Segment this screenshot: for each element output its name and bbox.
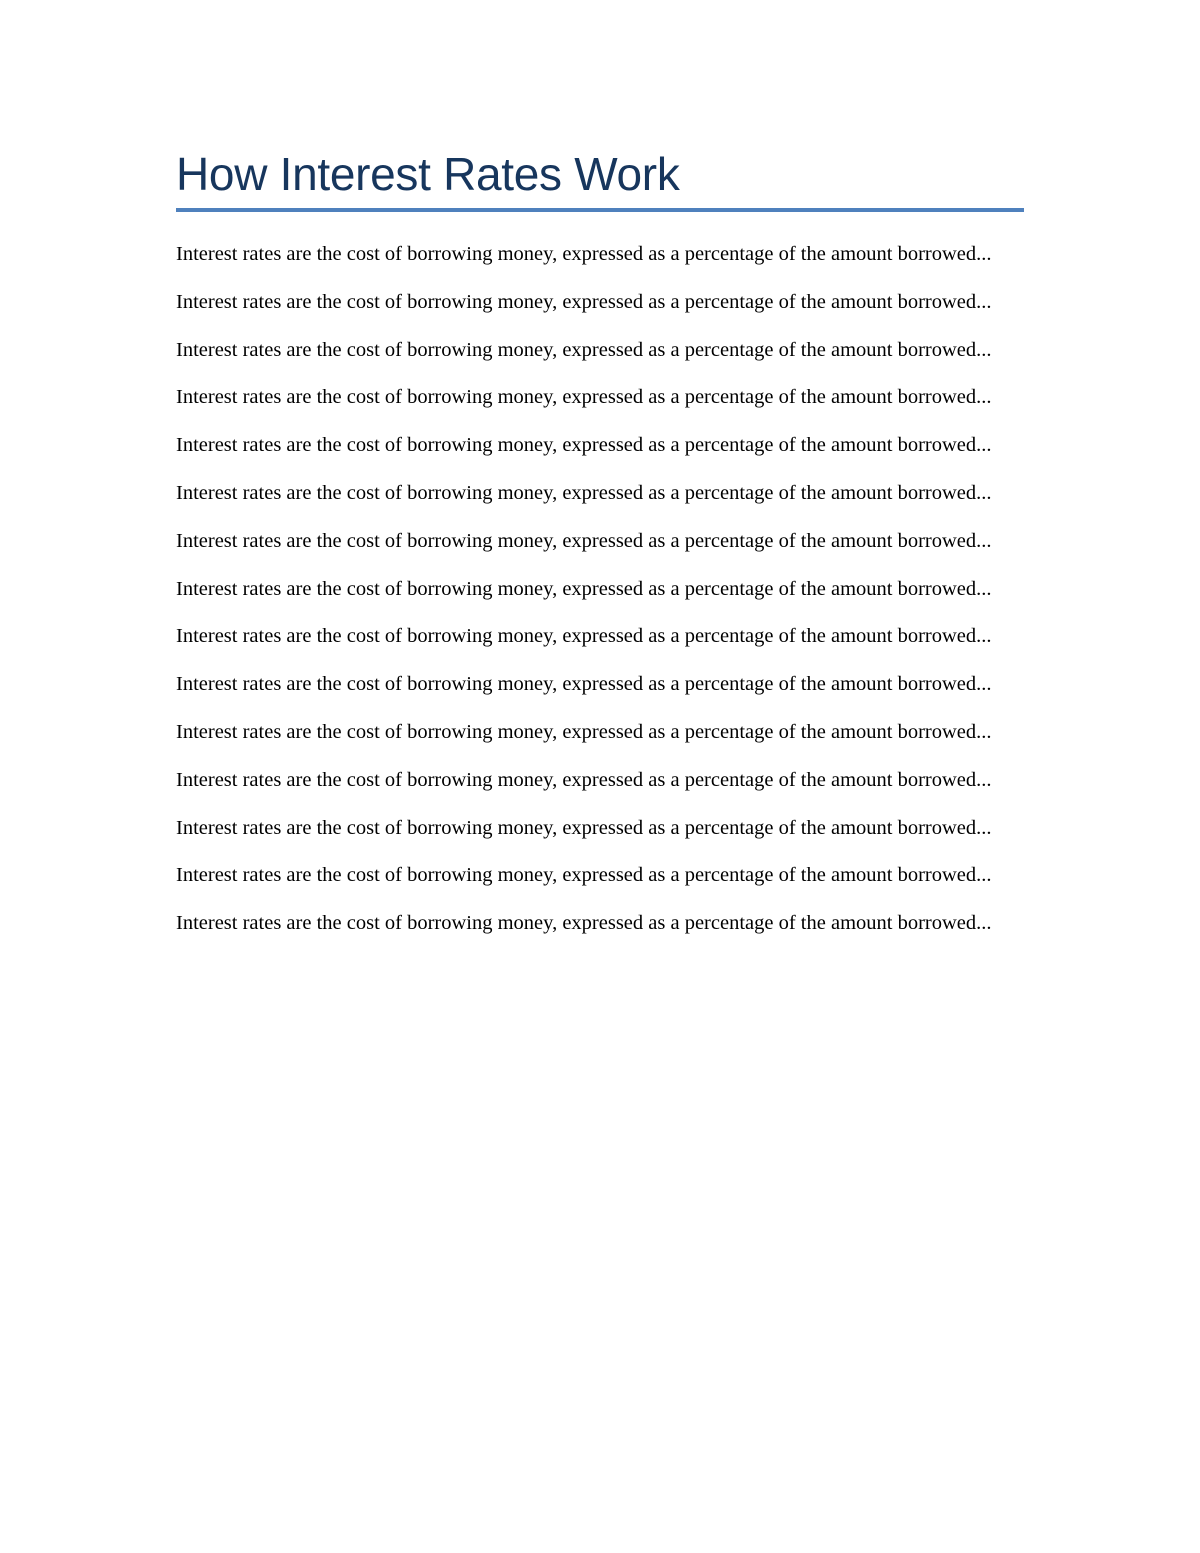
document-title: How Interest Rates Work: [176, 148, 680, 200]
body-paragraph: Interest rates are the cost of borrowing money, expressed as a percentage of the amount borrowed...: [176, 386, 992, 409]
body-paragraph: Interest rates are the cost of borrowing money, expressed as a percentage of the amount borrowed...: [176, 434, 992, 457]
document-page: [176, 148, 1024, 957]
body-paragraph: Interest rates are the cost of borrowing money, expressed as a percentage of the amount borrowed...: [176, 720, 992, 743]
title-underline-rule: [176, 208, 1024, 212]
body-paragraph: Interest rates are the cost of borrowing money, expressed as a percentage of the amount borrowed...: [176, 243, 992, 265]
body-paragraph: Interest rates are the cost of borrowing money, expressed as a percentage of the amount borrowed...: [176, 673, 992, 696]
body-paragraph: Interest rates are the cost of borrowing money, expressed as a percentage of the amount borrowed...: [176, 625, 992, 648]
document-body: [176, 240, 1024, 939]
body-paragraph: Interest rates are the cost of borrowing money, expressed as a percentage of the amount borrowed...: [176, 338, 992, 361]
body-paragraph: Interest rates are the cost of borrowing money, expressed as a percentage of the amount borrowed...: [176, 816, 992, 839]
body-paragraph: Interest rates are the cost of borrowing money, expressed as a percentage of the amount borrowed...: [176, 290, 992, 313]
body-paragraph: Interest rates are the cost of borrowing money, expressed as a percentage of the amount borrowed...: [176, 912, 992, 935]
body-paragraph: Interest rates are the cost of borrowing money, expressed as a percentage of the amount borrowed...: [176, 768, 992, 791]
body-paragraph: Interest rates are the cost of borrowing money, expressed as a percentage of the amount borrowed...: [176, 577, 992, 600]
body-paragraph: Interest rates are the cost of borrowing money, expressed as a percentage of the amount borrowed...: [176, 481, 992, 504]
body-paragraph: Interest rates are the cost of borrowing money, expressed as a percentage of the amount borrowed...: [176, 864, 992, 887]
body-paragraph: Interest rates are the cost of borrowing money, expressed as a percentage of the amount borrowed...: [176, 529, 992, 552]
